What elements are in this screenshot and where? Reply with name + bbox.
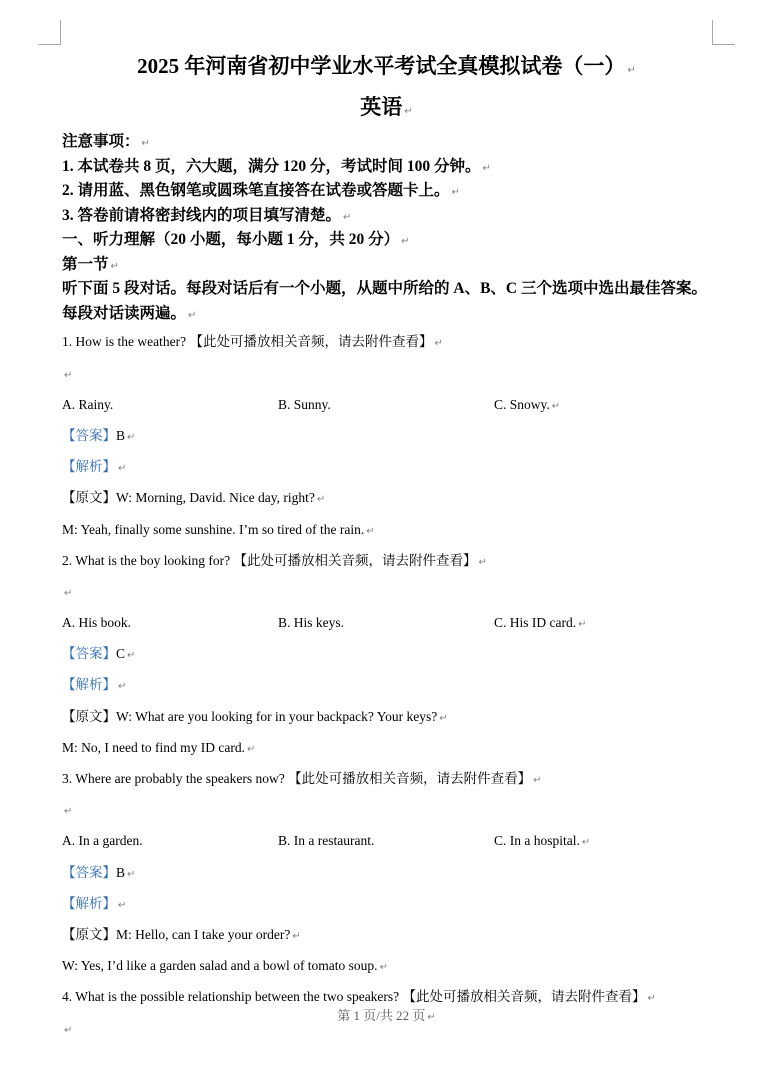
transcript-label: 【原文】 (62, 926, 116, 942)
option-c: C. His ID card. (494, 615, 577, 631)
transcript-line (62, 514, 742, 545)
paragraph-mark: ↵ (118, 899, 127, 911)
transcript-text: W: Yes, I’d like a garden salad and a bowl of tomato soup. (62, 958, 378, 974)
answer-line (62, 638, 742, 669)
analysis-line (62, 888, 742, 919)
option-a: A. His book. (62, 615, 132, 631)
transcript-line (62, 919, 742, 950)
audio-note: 【此处可播放相关音频，请去附件查看】 (189, 334, 433, 350)
subject-line (0, 93, 773, 121)
audio-note: 【此处可播放相关音频，请去附件查看】 (288, 771, 532, 787)
answer-line (62, 857, 742, 888)
notice-heading-line (62, 130, 732, 155)
page-number: 第 1 页/共 22 页 (337, 1008, 426, 1023)
option-c: C. In a hospital. (494, 833, 580, 849)
part-heading-line (62, 253, 732, 278)
paragraph-mark: ↵ (127, 868, 136, 880)
analysis-label: 【解析】 (62, 459, 116, 475)
transcript-label: 【原文】 (62, 708, 116, 724)
analysis-line (62, 669, 742, 700)
questions-block (62, 326, 742, 1012)
analysis-label: 【解析】 (62, 895, 116, 911)
paragraph-mark: ↵ (127, 431, 136, 443)
transcript-text: M: Hello, can I take your order? (116, 926, 291, 942)
paragraph-mark: ↵ (64, 1025, 73, 1036)
paragraph-mark: ↵ (292, 930, 301, 942)
paragraph-mark: ↵ (246, 743, 256, 755)
notice-item: 1. 本试卷共 8 页，六大题，满分 120 分，考试时间 100 分钟。 (62, 157, 481, 175)
transcript-label: 【原文】 (62, 490, 116, 506)
crop-mark-top-right (712, 20, 735, 45)
paragraph-mark: ↵ (439, 712, 448, 724)
option-b: B. In a restaurant. (278, 833, 375, 849)
answer-value: B (116, 427, 126, 443)
paragraph-mark: ↵ (451, 187, 460, 198)
options-row (62, 389, 742, 420)
audio-note: 【此处可播放相关音频，请去附件查看】 (233, 552, 477, 568)
option-c-cell (494, 389, 742, 420)
paragraph-mark: ↵ (551, 400, 561, 412)
answer-label: 【答案】 (62, 646, 116, 662)
paragraph-mark: ↵ (343, 211, 352, 223)
option-c: C. Snowy. (494, 396, 550, 412)
option-c-cell (494, 825, 742, 856)
answer-label: 【答案】 (62, 427, 116, 443)
section-heading-line (62, 228, 732, 253)
option-a: A. Rainy. (62, 396, 114, 412)
transcript-text: M: Yeah, finally some sunshine. I’m so tired of the rain. (62, 521, 365, 537)
transcript-line (62, 701, 742, 732)
notice-item-line (62, 179, 732, 204)
paragraph-mark: ↵ (379, 962, 388, 974)
transcript-text: W: Morning, David. Nice day, right? (116, 490, 315, 506)
paragraph-mark: ↵ (141, 138, 150, 149)
paragraph-mark: ↵ (478, 556, 487, 568)
paragraph-mark: ↵ (647, 993, 656, 1005)
option-c-cell (494, 607, 742, 638)
answer-label: 【答案】 (62, 864, 116, 880)
analysis-label: 【解析】 (62, 677, 116, 693)
paragraph-mark: ↵ (64, 369, 73, 381)
answer-value: B (116, 864, 126, 880)
paragraph-mark: ↵ (188, 309, 197, 321)
paragraph-mark: ↵ (118, 463, 127, 475)
options-row (62, 607, 742, 638)
notice-heading: 注意事项： (62, 133, 140, 150)
paragraph-mark: ↵ (434, 338, 443, 350)
blank-line (62, 1021, 72, 1037)
paragraph-mark: ↵ (427, 1012, 436, 1023)
paragraph-mark: ↵ (581, 837, 591, 849)
options-row (62, 825, 742, 856)
notice-item: 3. 答卷前请将密封线内的项目填写清楚。 (62, 206, 342, 224)
question-stem: 3. Where are probably the speakers now? (62, 771, 285, 787)
paragraph-mark: ↵ (118, 681, 127, 693)
notice-item-line (62, 204, 732, 229)
transcript-text: W: What are you looking for in your backpack? Your keys? (116, 708, 438, 724)
paragraph-mark: ↵ (578, 619, 587, 631)
paragraph-mark: ↵ (366, 525, 375, 537)
subject-heading: 英语 (360, 95, 403, 119)
question-stem-line (62, 763, 742, 794)
transcript-line (62, 482, 742, 513)
exam-title: 2025 年河南省初中学业水平考试全真模拟试卷（一） (137, 54, 626, 78)
question-stem: 2. What is the boy looking for? (62, 552, 231, 568)
section-instructions: 每段对话读两遍。 (62, 304, 187, 322)
question-stem-line (62, 545, 742, 576)
exam-title-line (0, 52, 773, 80)
paragraph-mark: ↵ (404, 106, 413, 117)
answer-line (62, 420, 742, 451)
blank-line (62, 794, 742, 825)
answer-value: C (116, 646, 126, 662)
notice-item-line (62, 155, 732, 180)
paragraph-mark: ↵ (533, 775, 542, 787)
paragraph-mark: ↵ (127, 650, 136, 662)
page-footer (0, 1006, 773, 1026)
analysis-line (62, 451, 742, 482)
paragraph-mark: ↵ (110, 260, 119, 272)
question-stem: 4. What is the possible relationship between the two speakers? (62, 989, 400, 1005)
notice-block (62, 130, 732, 326)
paragraph-mark: ↵ (627, 65, 636, 76)
option-a: A. In a garden. (62, 833, 143, 849)
option-b: B. His keys. (278, 615, 345, 631)
section-instructions-line (62, 277, 732, 302)
notice-item: 2. 请用蓝、黑色钢笔或圆珠笔直接答在试卷或答题卡上。 (62, 182, 450, 199)
part-heading: 第一节 (62, 255, 109, 273)
option-b: B. Sunny. (278, 396, 331, 412)
section-instructions-line (62, 302, 732, 327)
crop-mark-top-left (38, 20, 61, 45)
transcript-line (62, 950, 742, 981)
paragraph-mark: ↵ (401, 236, 410, 247)
blank-line (62, 358, 742, 389)
blank-line (62, 576, 742, 607)
paragraph-mark: ↵ (64, 587, 73, 599)
question-stem: 1. How is the weather? (62, 334, 187, 350)
section-instructions: 听下面 5 段对话。每段对话后有一个小题，从题中所给的 A、B、C 三个选项中选出最佳答案。 (62, 280, 707, 297)
question-stem-line (62, 326, 742, 357)
paragraph-mark: ↵ (482, 162, 491, 174)
section-heading: 一、听力理解（20 小题，每小题 1 分，共 20 分） (62, 231, 400, 248)
paragraph-mark: ↵ (64, 806, 73, 818)
audio-note: 【此处可播放相关音频，请去附件查看】 (402, 989, 646, 1005)
paragraph-mark: ↵ (316, 494, 326, 506)
transcript-text: M: No, I need to find my ID card. (62, 739, 245, 755)
transcript-line (62, 732, 742, 763)
